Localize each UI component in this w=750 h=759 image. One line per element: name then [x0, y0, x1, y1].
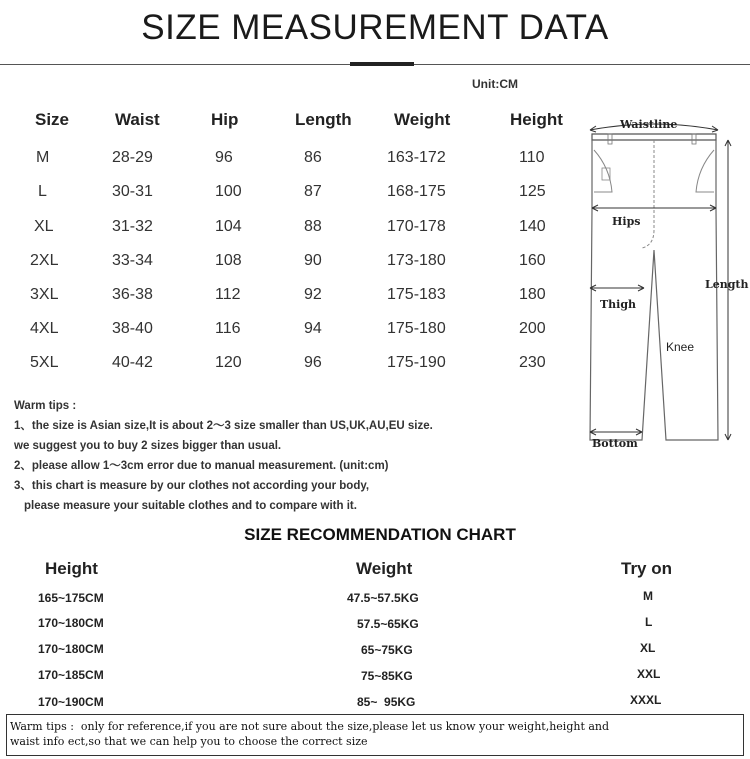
cell-hip: 112	[215, 286, 241, 303]
cell-weight: 173-180	[387, 252, 446, 269]
rec-header-weight: Weight	[356, 559, 413, 578]
cell-waist: 33-34	[112, 252, 153, 269]
header-weight: Weight	[394, 110, 451, 129]
rec-cell-weight: 57.5~65KG	[357, 617, 419, 631]
cell-weight: 175-183	[387, 286, 446, 303]
cell-size: 4XL	[30, 320, 59, 337]
cell-height: 110	[519, 149, 545, 166]
tips-line: 2、please allow 1～3cm error due to manual measurement. (unit:cm)	[14, 460, 389, 472]
label-knee: Knee	[666, 340, 695, 354]
cell-hip: 100	[215, 183, 242, 200]
cell-waist: 40-42	[112, 354, 153, 371]
cell-height: 125	[519, 183, 546, 200]
cell-height: 160	[519, 252, 546, 269]
cell-hip: 120	[215, 354, 242, 371]
header-waist: Waist	[115, 110, 160, 129]
rec-cell-weight: 75~85KG	[361, 669, 413, 683]
cell-waist: 28-29	[112, 149, 153, 166]
label-length: Length	[705, 278, 749, 291]
rec-cell-height: 170~180CM	[38, 642, 104, 656]
pants-diagram	[580, 110, 750, 455]
cell-size: XL	[34, 218, 54, 235]
rec-cell-tryon: L	[645, 615, 653, 629]
cell-size: L	[38, 183, 47, 200]
label-waistline: Waistline	[620, 118, 678, 131]
rec-cell-height: 165~175CM	[38, 591, 104, 605]
rec-cell-height: 170~185CM	[38, 668, 104, 682]
rec-cell-height: 170~190CM	[38, 695, 104, 709]
rec-cell-weight: 47.5~57.5KG	[347, 591, 419, 605]
cell-size: 2XL	[30, 252, 59, 269]
waistband-outline	[592, 134, 716, 140]
cell-weight: 175-180	[387, 320, 446, 337]
rec-header-tryon: Try on	[621, 559, 673, 578]
cell-waist: 30-31	[112, 183, 153, 200]
cell-height: 200	[519, 320, 546, 337]
footer-line: Warm tips : only for reference,if you are not sure about the size,please let us know your weight,height and	[10, 720, 610, 733]
cell-length: 87	[304, 183, 322, 200]
warm-tips	[14, 396, 433, 516]
rec-cell-height: 170~180CM	[38, 616, 104, 630]
cell-waist: 36-38	[112, 286, 153, 303]
page-title: SIZE MEASUREMENT DATA	[141, 8, 609, 47]
cell-hip: 116	[215, 320, 241, 337]
cell-weight: 175-190	[387, 354, 446, 371]
cell-length: 88	[304, 218, 322, 235]
header-height: Height	[510, 110, 563, 129]
cell-hip: 104	[215, 218, 242, 235]
cell-weight: 163-172	[387, 149, 446, 166]
cell-hip: 96	[215, 149, 233, 166]
rec-cell-tryon: XXXL	[630, 693, 662, 707]
cell-size: 5XL	[30, 354, 59, 371]
label-bottom: Bottom	[592, 437, 638, 450]
cell-size: M	[36, 149, 50, 166]
header-length: Length	[295, 110, 352, 129]
header-size: Size	[35, 110, 70, 129]
unit-label: Unit:CM	[472, 77, 518, 91]
title-divider-accent	[350, 62, 414, 66]
rec-header-height: Height	[45, 559, 98, 578]
tips-heading: Warm tips :	[14, 400, 77, 412]
label-thigh: Thigh	[600, 298, 637, 311]
cell-waist: 38-40	[112, 320, 153, 337]
cell-length: 90	[304, 252, 322, 269]
tips-line: we suggest you to buy 2 sizes bigger than usual.	[14, 440, 282, 452]
rec-cell-weight: 85~ 95KG	[357, 695, 416, 709]
tips-line: 1、the size is Asian size,It is about 2～3 size smaller than US,UK,AU,EU size.	[14, 420, 433, 432]
recommendation-title: SIZE RECOMMENDATION CHART	[244, 525, 516, 544]
cell-height: 180	[519, 286, 546, 303]
tips-line: 3、this chart is measure by our clothes not according your body,	[14, 480, 370, 492]
cell-weight: 170-178	[387, 218, 446, 235]
rec-cell-weight: 65~75KG	[361, 643, 413, 657]
rec-cell-tryon: XL	[640, 641, 656, 655]
header-hip: Hip	[211, 110, 239, 129]
label-hips: Hips	[612, 215, 641, 228]
cell-height: 140	[519, 218, 546, 235]
rec-cell-tryon: XXL	[637, 667, 661, 681]
cell-weight: 168-175	[387, 183, 446, 200]
cell-length: 96	[304, 354, 322, 371]
cell-waist: 31-32	[112, 218, 153, 235]
footer-note	[6, 714, 744, 756]
cell-size: 3XL	[30, 286, 59, 303]
rec-cell-tryon: M	[643, 589, 653, 603]
tips-line: please measure your suitable clothes and to compare with it.	[24, 500, 357, 512]
cell-hip: 108	[215, 252, 242, 269]
cell-length: 94	[304, 320, 322, 337]
cell-length: 92	[304, 286, 322, 303]
cell-length: 86	[304, 149, 322, 166]
cell-height: 230	[519, 354, 546, 371]
footer-line: waist info ect,so that we can help you to choose the correct size	[10, 735, 368, 748]
